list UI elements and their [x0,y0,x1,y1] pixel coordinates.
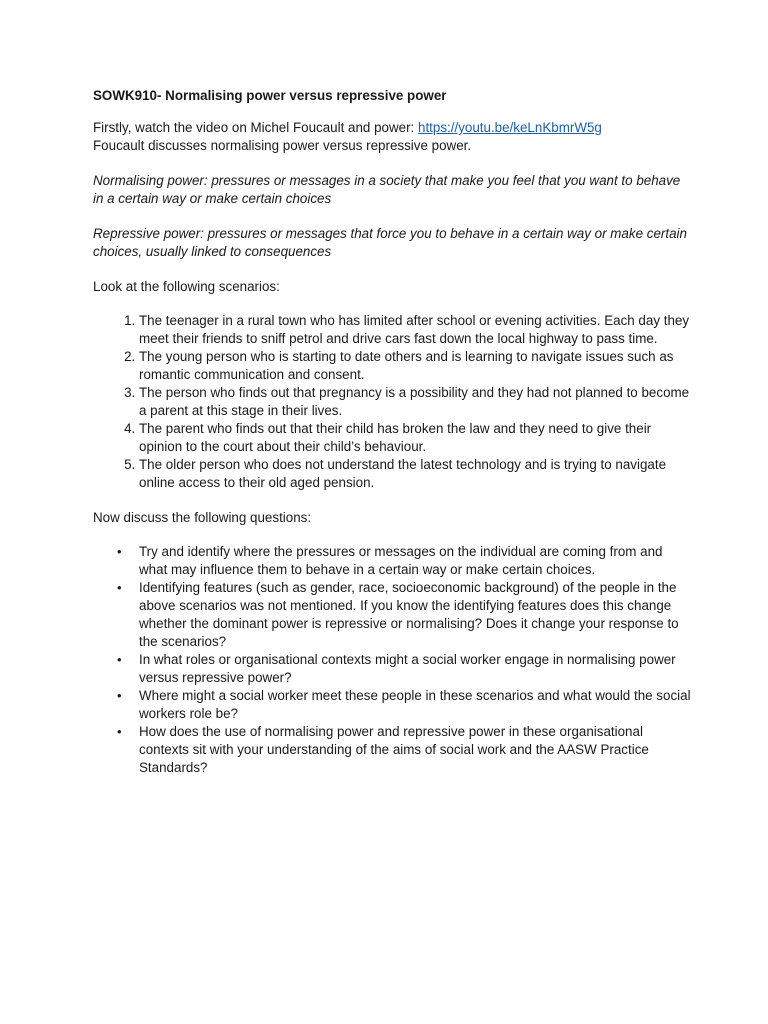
intro-line-1-text: Firstly, watch the video on Michel Foucault and power: [93,120,418,135]
scenario-item: 4. The parent who finds out that their child has broken the law and they need to give their opinion to the court about their child’s behaviour. [139,420,693,456]
question-item [117,651,693,687]
question-text: Identifying features (such as gender, race, socioeconomic background) of the people in the above scenarios was not mentioned. If you know the identifying features does this change whether the dominant power is repressive or normalising? Does it change your response to the scenarios? [139,580,679,649]
question-text: Where might a social worker meet these people in these scenarios and what would the social workers role be? [139,688,691,721]
bullet-icon: • [117,724,122,739]
question-item [117,579,693,651]
question-item [117,723,693,777]
question-text: How does the use of normalising power and repressive power in these organisational contexts sit with your understanding of the aims of social work and the AASW Practice Standards? [139,724,649,775]
scenarios-lead: Look at the following scenarios: [93,279,280,294]
question-item [117,687,693,723]
intro-line-1 [93,119,693,137]
scenarios-list [93,312,693,492]
repressive-power-definition: Repressive power: pressures or messages that force you to behave in a certain way or make certain choices, usually linked to consequences [93,226,687,259]
questions-list [93,543,693,777]
document-title: SOWK910- Normalising power versus repressive power [93,88,447,103]
bullet-icon: • [117,688,122,703]
scenario-item: 5. The older person who does not understand the latest technology and is trying to navigate online access to their old aged pension. [139,456,693,492]
bullet-icon: • [117,652,122,667]
intro-paragraph [93,119,693,155]
scenario-item: 2. The young person who is starting to date others and is learning to navigate issues such as romantic communication and consent. [139,348,693,384]
question-text: Try and identify where the pressures or messages on the individual are coming from and what may influence them to behave in a certain way or make certain choices. [139,544,663,577]
video-link[interactable]: https://youtu.be/keLnKbmrW5g [418,120,602,135]
scenario-item: 1. The teenager in a rural town who has limited after school or evening activities. Each day they meet their friends to sniff petrol and drive cars fast down the local highway to pass time. [139,312,693,348]
bullet-icon: • [117,544,122,559]
scenario-item: 3. The person who finds out that pregnancy is a possibility and they had not planned to become a parent at this stage in their lives. [139,384,693,420]
document-page [93,87,693,777]
normalising-power-definition: Normalising power: pressures or messages in a society that make you feel that you want to behave in a certain way or make certain choices [93,173,681,206]
question-text: In what roles or organisational contexts might a social worker engage in normalising power versus repressive power? [139,652,676,685]
intro-line-2: Foucault discusses normalising power versus repressive power. [93,138,472,153]
questions-lead: Now discuss the following questions: [93,510,312,525]
question-item [117,543,693,579]
bullet-icon: • [117,580,122,595]
